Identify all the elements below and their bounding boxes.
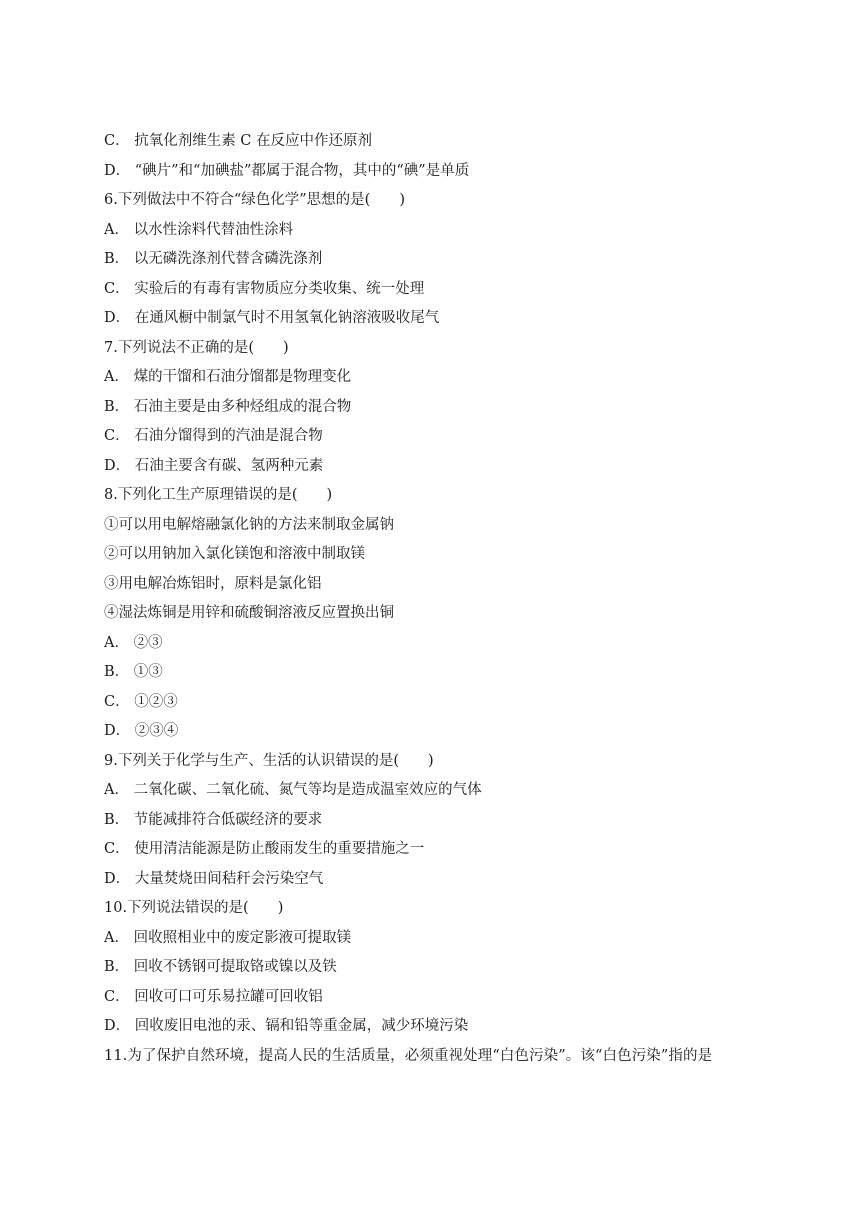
option-line: A． 煤的干馏和石油分馏都是物理变化 — [104, 369, 352, 385]
question-stem: 6.下列做法中不符合“绿色化学”思想的是( ) — [104, 192, 405, 208]
option-line: C． 使用清洁能源是防止酸雨发生的重要措施之一 — [104, 841, 425, 857]
option-line: A． 二氧化碳、二氧化硫、氮气等均是造成温室效应的气体 — [104, 782, 482, 798]
option-line: C． 实验后的有毒有害物质应分类收集、统一处理 — [104, 280, 425, 297]
option-line: D． 回收废旧电池的汞、镉和铅等重金属，减少环境污染 — [104, 1018, 469, 1034]
option-line: A． 以水性涂料代替油性涂料 — [104, 221, 294, 238]
option-line: A． 回收照相业中的废定影液可提取镁 — [104, 929, 352, 946]
question-stem: 9.下列关于化学与生产、生活的认识错误的是( ) — [104, 752, 434, 769]
option-line: C． 抗氧化剂维生素 C 在反应中作还原剂 — [104, 133, 373, 149]
question-text — [104, 127, 784, 1071]
question-stem: 11.为了保护自然环境，提高人民的生活质量，必须重视处理“白色污染”。该“白色污染”指的是 — [104, 1047, 713, 1064]
option-line: B． 回收不锈钢可提取铬或镍以及铁 — [104, 959, 337, 975]
statement-line: ②可以用钠加入氯化镁饱和溶液中制取镁 — [104, 546, 365, 562]
option-line: C． 石油分馏得到的汽油是混合物 — [104, 428, 323, 444]
option-line: D． 在通风橱中制氯气时不用氢氧化钠溶液吸收尾气 — [104, 310, 440, 326]
question-stem: 8.下列化工生产原理错误的是( ) — [104, 487, 333, 503]
option-line: D． 石油主要含有碳、氢两种元素 — [104, 457, 324, 474]
option-line: C． ①②③ — [104, 693, 178, 710]
option-line: B． 石油主要是由多种烃组成的混合物 — [104, 398, 352, 415]
option-line: D． ②③④ — [104, 723, 179, 739]
option-line: D． “碘片”和“加碘盐”都属于混合物，其中的“碘”是单质 — [104, 162, 470, 179]
option-line: D． 大量焚烧田间秸秆会污染空气 — [104, 870, 324, 887]
statement-line: ①可以用电解熔融氯化钠的方法来制取金属钠 — [104, 516, 394, 533]
option-line: B． 节能减排符合低碳经济的要求 — [104, 811, 323, 828]
question-stem: 7.下列说法不正确的是( ) — [104, 339, 289, 356]
option-line: B． 以无磷洗涤剂代替含磷洗涤剂 — [104, 251, 323, 267]
statement-line: ④湿法炼铜是用锌和硫酸铜溶液反应置换出铜 — [104, 605, 394, 621]
statement-line: ③用电解冶炼铝时，原料是氯化铝 — [104, 575, 322, 592]
question-stem: 10.下列说法错误的是( ) — [104, 900, 284, 916]
option-line: A． ②③ — [104, 634, 163, 651]
option-line: B． ①③ — [104, 664, 163, 680]
option-line: C． 回收可口可乐易拉罐可回收铝 — [104, 988, 323, 1005]
